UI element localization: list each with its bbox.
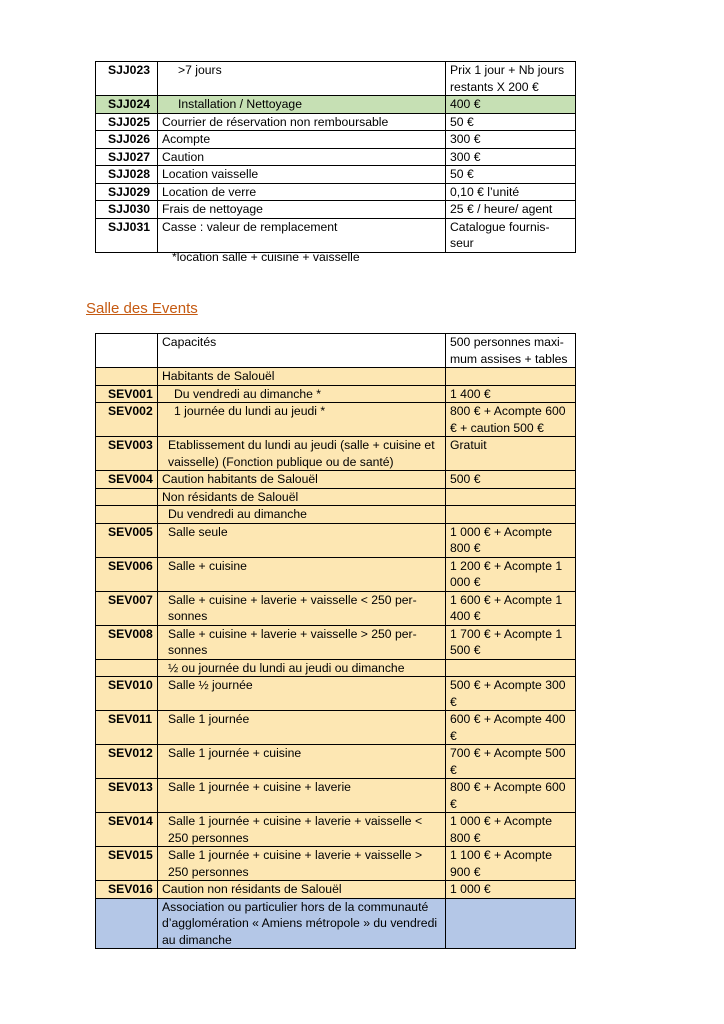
- row-code: SJJ025: [96, 113, 158, 131]
- subgroup-label: Du vendredi au dimanche: [158, 506, 446, 524]
- subgroup-label: ½ ou journée du lundi au jeudi ou dimanche: [158, 659, 446, 677]
- row-code: SJJ024: [96, 96, 158, 114]
- table-row: [96, 385, 576, 403]
- row-price: 1 000 € + Acompte 800 €: [446, 813, 576, 847]
- row-price: 0,10 € l’unité: [446, 183, 576, 201]
- row-code: SEV010: [96, 677, 158, 711]
- row-price: 800 € + Acompte 600 € + caution 500 €: [446, 403, 576, 437]
- row-price: 1 600 € + Acompte 1 400 €: [446, 591, 576, 625]
- row-price: 1 000 €: [446, 881, 576, 899]
- row-label: Frais de nettoyage: [158, 201, 446, 219]
- empty-cell: [446, 659, 576, 677]
- section-title[interactable]: Salle des Events: [86, 300, 198, 317]
- table-row: [96, 201, 576, 219]
- row-price: 600 € + Acompte 400 €: [446, 711, 576, 745]
- row-code: SJJ028: [96, 166, 158, 184]
- row-code: SEV016: [96, 881, 158, 899]
- row-price: 800 € + Acompte 600 €: [446, 779, 576, 813]
- row-code: SEV012: [96, 745, 158, 779]
- row-code: SEV011: [96, 711, 158, 745]
- table-row: [96, 745, 576, 779]
- empty-cell: [96, 488, 158, 506]
- row-code: SJJ023: [96, 62, 158, 96]
- row-label: Salle 1 journée + cuisine: [158, 745, 446, 779]
- row-price: 700 € + Acompte 500 €: [446, 745, 576, 779]
- row-price: 1 700 € + Acompte 1 500 €: [446, 625, 576, 659]
- group-header-row: [96, 488, 576, 506]
- capacity-value: 500 personnes maxi-mum assises + tables: [446, 334, 576, 368]
- row-price: 400 €: [446, 96, 576, 114]
- row-label: Location de verre: [158, 183, 446, 201]
- row-label: Courrier de réservation non remboursable: [158, 113, 446, 131]
- table-row: [96, 847, 576, 881]
- row-code: SEV004: [96, 471, 158, 489]
- row-price: 300 €: [446, 131, 576, 149]
- table-row: [96, 148, 576, 166]
- table-row: [96, 779, 576, 813]
- row-label: Salle 1 journée + cuisine + laverie + vaisselle < 250 personnes: [158, 813, 446, 847]
- pricing-table-events: [95, 333, 576, 949]
- row-label: Location vaisselle: [158, 166, 446, 184]
- row-label: Casse : valeur de remplacement: [158, 218, 446, 252]
- row-price: 1 100 € + Acompte 900 €: [446, 847, 576, 881]
- row-price: 1 200 € + Acompte 1 000 €: [446, 557, 576, 591]
- row-code: SEV005: [96, 523, 158, 557]
- pricing-table-sjj: [95, 61, 576, 253]
- group-header-row: [96, 898, 576, 949]
- empty-cell: [96, 506, 158, 524]
- subgroup-header-row: [96, 506, 576, 524]
- group-label: Non résidants de Salouël: [158, 488, 446, 506]
- row-label: Du vendredi au dimanche *: [158, 385, 446, 403]
- table-row: [96, 183, 576, 201]
- table-row: [96, 62, 576, 96]
- row-price: 1 000 € + Acompte 800 €: [446, 523, 576, 557]
- capacity-label: Capacités: [158, 334, 446, 368]
- row-label: Acompte: [158, 131, 446, 149]
- row-price: 50 €: [446, 166, 576, 184]
- row-label: >7 jours: [158, 62, 446, 96]
- row-code: SEV006: [96, 557, 158, 591]
- table-row: [96, 166, 576, 184]
- row-label: Salle + cuisine + laverie + vaisselle < 250 per-sonnes: [158, 591, 446, 625]
- row-price: 50 €: [446, 113, 576, 131]
- table-row: [96, 96, 576, 114]
- row-label: Salle + cuisine: [158, 557, 446, 591]
- empty-cell: [96, 898, 158, 949]
- table-row: [96, 218, 576, 252]
- group-header-row: [96, 368, 576, 386]
- empty-cell: [446, 368, 576, 386]
- table-row: [96, 523, 576, 557]
- row-code: SEV001: [96, 385, 158, 403]
- row-price: 500 € + Acompte 300 €: [446, 677, 576, 711]
- row-code: SEV007: [96, 591, 158, 625]
- empty-cell: [96, 334, 158, 368]
- row-label: Caution: [158, 148, 446, 166]
- table-row: [96, 113, 576, 131]
- table-row: [96, 881, 576, 899]
- row-label: Salle ½ journée: [158, 677, 446, 711]
- table-row: [96, 711, 576, 745]
- table-row: [96, 591, 576, 625]
- row-price: 25 € / heure/ agent: [446, 201, 576, 219]
- row-label: Caution non résidants de Salouël: [158, 881, 446, 899]
- table-row: [96, 557, 576, 591]
- row-price: Prix 1 jour + Nb jours restants X 200 €: [446, 62, 576, 96]
- empty-cell: [96, 659, 158, 677]
- row-label: Installation / Nettoyage: [158, 96, 446, 114]
- row-label: Salle 1 journée + cuisine + laverie: [158, 779, 446, 813]
- row-code: SEV003: [96, 437, 158, 471]
- row-code: SJJ030: [96, 201, 158, 219]
- empty-cell: [446, 488, 576, 506]
- row-code: SEV008: [96, 625, 158, 659]
- row-label: Salle 1 journée: [158, 711, 446, 745]
- row-label: Etablissement du lundi au jeudi (salle + cuisine et vaisselle) (Fonction publique ou de santé): [158, 437, 446, 471]
- empty-cell: [446, 898, 576, 949]
- group-label: Association ou particulier hors de la communauté d’agglomération « Amiens métropole » du vendredi au dimanche: [158, 898, 446, 949]
- row-code: SJJ026: [96, 131, 158, 149]
- row-price: 300 €: [446, 148, 576, 166]
- row-code: SEV015: [96, 847, 158, 881]
- row-label: Salle + cuisine + laverie + vaisselle > 250 per-sonnes: [158, 625, 446, 659]
- row-label: Salle seule: [158, 523, 446, 557]
- table-row: [96, 471, 576, 489]
- empty-cell: [446, 506, 576, 524]
- table-row: [96, 437, 576, 471]
- row-price: 1 400 €: [446, 385, 576, 403]
- row-code: SEV002: [96, 403, 158, 437]
- row-label: Caution habitants de Salouël: [158, 471, 446, 489]
- row-code: SJJ029: [96, 183, 158, 201]
- table-row: [96, 677, 576, 711]
- row-label: 1 journée du lundi au jeudi *: [158, 403, 446, 437]
- footnote: *location salle + cuisine + vaisselle: [172, 250, 360, 264]
- row-price: Gratuit: [446, 437, 576, 471]
- group-label: Habitants de Salouël: [158, 368, 446, 386]
- row-code: SJJ031: [96, 218, 158, 252]
- capacity-row: [96, 334, 576, 368]
- row-code: SEV014: [96, 813, 158, 847]
- empty-cell: [96, 368, 158, 386]
- subgroup-header-row: [96, 659, 576, 677]
- table-row: [96, 131, 576, 149]
- row-code: SJJ027: [96, 148, 158, 166]
- row-price: 500 €: [446, 471, 576, 489]
- row-price: Catalogue fournis-seur: [446, 218, 576, 252]
- row-label: Salle 1 journée + cuisine + laverie + vaisselle > 250 personnes: [158, 847, 446, 881]
- row-code: SEV013: [96, 779, 158, 813]
- table-row: [96, 813, 576, 847]
- table-row: [96, 625, 576, 659]
- table-row: [96, 403, 576, 437]
